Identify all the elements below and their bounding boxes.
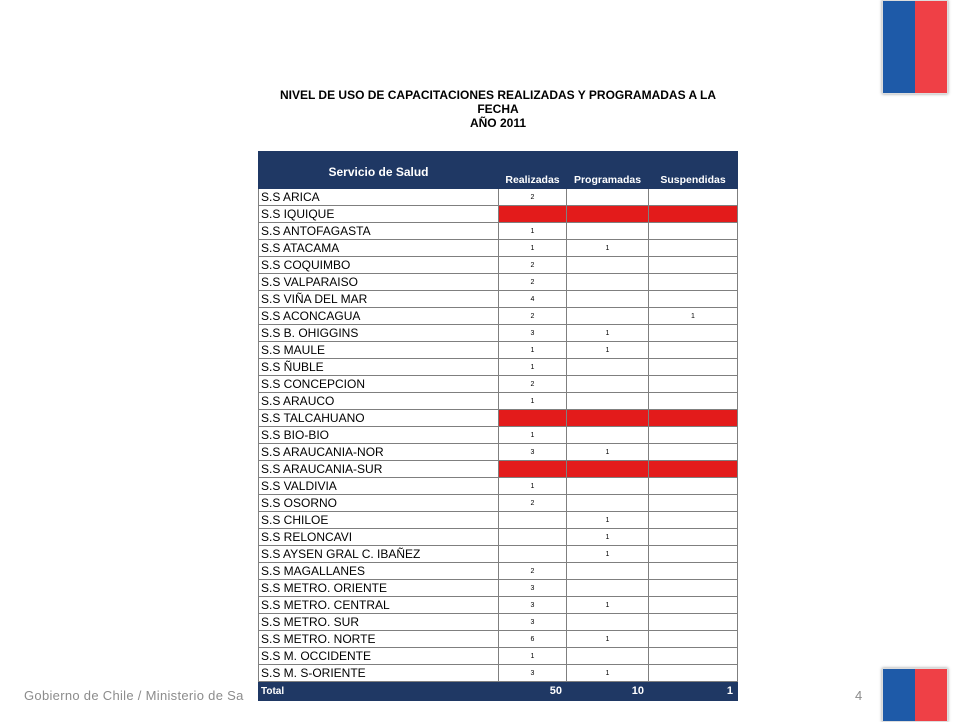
realizadas-cell: 2 (499, 563, 567, 580)
table-row (259, 223, 738, 240)
table-row (259, 308, 738, 325)
header-servicio: Servicio de Salud (259, 152, 499, 189)
table-row (259, 648, 738, 665)
service-name-cell: S.S ARAUCO (259, 393, 499, 410)
flag-red-stripe (915, 1, 947, 93)
programadas-cell (567, 189, 649, 206)
suspendidas-cell (649, 631, 738, 648)
total-label: Total (259, 682, 499, 701)
suspendidas-cell (649, 342, 738, 359)
programadas-cell (567, 461, 649, 478)
service-name-cell: S.S ACONCAGUA (259, 308, 499, 325)
realizadas-cell: 1 (499, 648, 567, 665)
suspendidas-cell (649, 478, 738, 495)
suspendidas-cell (649, 427, 738, 444)
flag-blue-stripe (883, 1, 915, 93)
capacitaciones-table (258, 151, 738, 701)
programadas-cell (567, 614, 649, 631)
programadas-cell (567, 274, 649, 291)
suspendidas-cell (649, 223, 738, 240)
total-row (259, 682, 738, 701)
title-line-2: AÑO 2011 (469, 116, 527, 130)
table-row (259, 461, 738, 478)
service-name-cell: S.S METRO. CENTRAL (259, 597, 499, 614)
suspendidas-cell (649, 240, 738, 257)
realizadas-cell: 1 (499, 393, 567, 410)
table-row (259, 291, 738, 308)
programadas-cell: 1 (567, 631, 649, 648)
programadas-cell: 1 (567, 512, 649, 529)
suspendidas-cell (649, 580, 738, 597)
service-name-cell: S.S METRO. ORIENTE (259, 580, 499, 597)
programadas-cell: 1 (567, 546, 649, 563)
suspendidas-cell (649, 376, 738, 393)
service-name-cell: S.S ANTOFAGASTA (259, 223, 499, 240)
suspendidas-cell (649, 648, 738, 665)
table-header-row (259, 152, 738, 189)
table-row (259, 393, 738, 410)
programadas-cell (567, 495, 649, 512)
realizadas-cell: 2 (499, 257, 567, 274)
programadas-cell: 1 (567, 240, 649, 257)
page-number: 4 (855, 688, 863, 703)
service-name-cell: S.S TALCAHUANO (259, 410, 499, 427)
service-name-cell: S.S ARICA (259, 189, 499, 206)
suspendidas-cell (649, 325, 738, 342)
suspendidas-cell (649, 614, 738, 631)
suspendidas-cell (649, 359, 738, 376)
service-name-cell: S.S ARAUCANIA-NOR (259, 444, 499, 461)
total-programadas: 10 (567, 682, 649, 701)
realizadas-cell: 4 (499, 291, 567, 308)
suspendidas-cell (649, 206, 738, 223)
suspendidas-cell (649, 274, 738, 291)
service-name-cell: S.S CONCEPCION (259, 376, 499, 393)
realizadas-cell: 3 (499, 325, 567, 342)
suspendidas-cell (649, 291, 738, 308)
table-row (259, 529, 738, 546)
service-name-cell: S.S IQUIQUE (259, 206, 499, 223)
suspendidas-cell (649, 257, 738, 274)
table-row (259, 597, 738, 614)
table-row (259, 274, 738, 291)
realizadas-cell: 3 (499, 665, 567, 682)
service-name-cell: S.S METRO. SUR (259, 614, 499, 631)
programadas-cell (567, 257, 649, 274)
realizadas-cell: 3 (499, 614, 567, 631)
suspendidas-cell (649, 461, 738, 478)
page-title (258, 88, 738, 130)
service-name-cell: S.S M. OCCIDENTE (259, 648, 499, 665)
programadas-cell (567, 478, 649, 495)
programadas-cell: 1 (567, 665, 649, 682)
table-body (259, 189, 738, 682)
table-row (259, 410, 738, 427)
realizadas-cell: 2 (499, 308, 567, 325)
realizadas-cell (499, 410, 567, 427)
header-suspendidas: Suspendidas (649, 152, 738, 189)
realizadas-cell: 3 (499, 580, 567, 597)
programadas-cell: 1 (567, 342, 649, 359)
realizadas-cell: 3 (499, 444, 567, 461)
table-row (259, 427, 738, 444)
realizadas-cell: 1 (499, 240, 567, 257)
realizadas-cell: 2 (499, 189, 567, 206)
flag-red-stripe (915, 669, 947, 721)
table-row (259, 495, 738, 512)
programadas-cell (567, 393, 649, 410)
programadas-cell (567, 580, 649, 597)
chile-flag-top (882, 0, 948, 94)
table-row (259, 563, 738, 580)
service-name-cell: S.S MAULE (259, 342, 499, 359)
table-row (259, 206, 738, 223)
flag-blue-stripe (883, 669, 915, 721)
service-name-cell: S.S MAGALLANES (259, 563, 499, 580)
table-row (259, 257, 738, 274)
suspendidas-cell (649, 410, 738, 427)
service-name-cell: S.S RELONCAVI (259, 529, 499, 546)
service-name-cell: S.S VALPARAISO (259, 274, 499, 291)
service-name-cell: S.S COQUIMBO (259, 257, 499, 274)
realizadas-cell: 2 (499, 376, 567, 393)
table-row (259, 580, 738, 597)
table-row (259, 376, 738, 393)
footer-text: Gobierno de Chile / Ministerio de Sa (24, 688, 244, 703)
suspendidas-cell (649, 444, 738, 461)
service-name-cell: S.S BIO-BIO (259, 427, 499, 444)
realizadas-cell: 1 (499, 223, 567, 240)
service-name-cell: S.S ARAUCANIA-SUR (259, 461, 499, 478)
programadas-cell (567, 648, 649, 665)
table-row (259, 359, 738, 376)
total-suspendidas: 1 (649, 682, 738, 701)
realizadas-cell: 3 (499, 597, 567, 614)
table-row (259, 546, 738, 563)
table-row (259, 342, 738, 359)
suspendidas-cell (649, 512, 738, 529)
table-row (259, 614, 738, 631)
programadas-cell (567, 376, 649, 393)
service-name-cell: S.S AYSEN GRAL C. IBAÑEZ (259, 546, 499, 563)
realizadas-cell: 1 (499, 359, 567, 376)
table-row (259, 665, 738, 682)
table-row (259, 631, 738, 648)
header-realizadas: Realizadas (499, 152, 567, 189)
programadas-cell (567, 291, 649, 308)
realizadas-cell (499, 461, 567, 478)
title-line-1: NIVEL DE USO DE CAPACITACIONES REALIZADAS Y PROGRAMADAS A LA FECHA (279, 88, 717, 116)
suspendidas-cell (649, 495, 738, 512)
table-row (259, 189, 738, 206)
header-programadas: Programadas (567, 152, 649, 189)
service-name-cell: S.S VIÑA DEL MAR (259, 291, 499, 308)
realizadas-cell: 2 (499, 495, 567, 512)
programadas-cell (567, 427, 649, 444)
suspendidas-cell: 1 (649, 308, 738, 325)
service-name-cell: S.S ÑUBLE (259, 359, 499, 376)
programadas-cell (567, 206, 649, 223)
service-name-cell: S.S METRO. NORTE (259, 631, 499, 648)
programadas-cell (567, 308, 649, 325)
realizadas-cell: 2 (499, 274, 567, 291)
programadas-cell (567, 563, 649, 580)
realizadas-cell: 1 (499, 427, 567, 444)
table-row (259, 240, 738, 257)
service-name-cell: S.S OSORNO (259, 495, 499, 512)
service-name-cell: S.S ATACAMA (259, 240, 499, 257)
realizadas-cell (499, 206, 567, 223)
programadas-cell: 1 (567, 529, 649, 546)
suspendidas-cell (649, 665, 738, 682)
table-row (259, 444, 738, 461)
realizadas-cell: 1 (499, 478, 567, 495)
total-realizadas: 50 (499, 682, 567, 701)
realizadas-cell (499, 546, 567, 563)
chile-flag-bottom (882, 668, 948, 722)
service-name-cell: S.S VALDIVIA (259, 478, 499, 495)
realizadas-cell: 6 (499, 631, 567, 648)
suspendidas-cell (649, 546, 738, 563)
service-name-cell: S.S M. S-ORIENTE (259, 665, 499, 682)
service-name-cell: S.S CHILOE (259, 512, 499, 529)
table-row (259, 478, 738, 495)
suspendidas-cell (649, 189, 738, 206)
suspendidas-cell (649, 393, 738, 410)
realizadas-cell (499, 512, 567, 529)
programadas-cell: 1 (567, 597, 649, 614)
suspendidas-cell (649, 529, 738, 546)
suspendidas-cell (649, 597, 738, 614)
service-name-cell: S.S B. OHIGGINS (259, 325, 499, 342)
table-row (259, 325, 738, 342)
programadas-cell (567, 410, 649, 427)
programadas-cell: 1 (567, 325, 649, 342)
programadas-cell (567, 223, 649, 240)
suspendidas-cell (649, 563, 738, 580)
table-row (259, 512, 738, 529)
realizadas-cell: 1 (499, 342, 567, 359)
realizadas-cell (499, 529, 567, 546)
programadas-cell (567, 359, 649, 376)
programadas-cell: 1 (567, 444, 649, 461)
